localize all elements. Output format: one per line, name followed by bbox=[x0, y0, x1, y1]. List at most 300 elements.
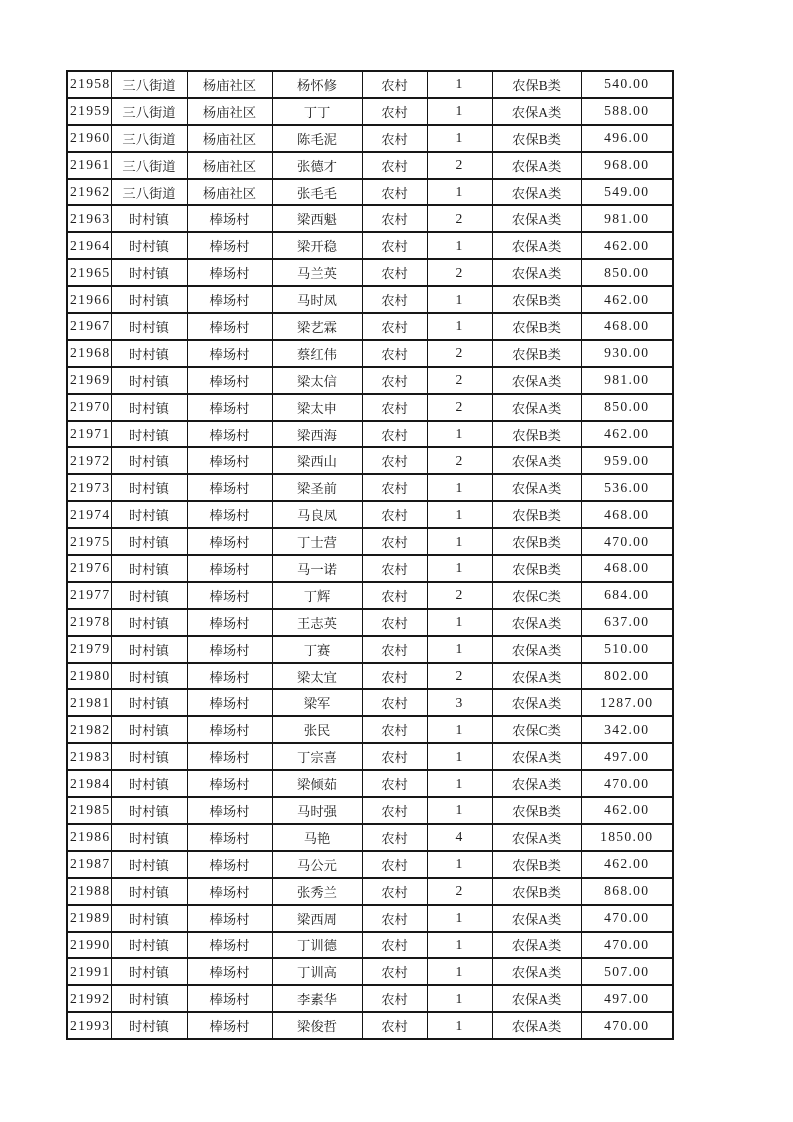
town-cell: 时村镇 bbox=[111, 797, 187, 824]
insurance-category-cell: 农保B类 bbox=[492, 797, 581, 824]
insurance-category-cell: 农保A类 bbox=[492, 447, 581, 474]
person-count-cell: 1 bbox=[427, 958, 492, 985]
record-id-cell: 21978 bbox=[67, 609, 111, 636]
person-name-cell: 梁太信 bbox=[272, 367, 362, 394]
record-id-cell: 21987 bbox=[67, 851, 111, 878]
residence-type-cell: 农村 bbox=[362, 716, 427, 743]
insurance-category-cell: 农保A类 bbox=[492, 636, 581, 663]
residence-type-cell: 农村 bbox=[362, 824, 427, 851]
town-cell: 时村镇 bbox=[111, 932, 187, 959]
residence-type-cell: 农村 bbox=[362, 797, 427, 824]
table-row bbox=[67, 905, 673, 932]
person-name-cell: 张秀兰 bbox=[272, 878, 362, 905]
table-row bbox=[67, 501, 673, 528]
table-row bbox=[67, 636, 673, 663]
insurance-category-cell: 农保B类 bbox=[492, 501, 581, 528]
amount-cell: 470.00 bbox=[581, 932, 673, 959]
town-cell: 时村镇 bbox=[111, 636, 187, 663]
amount-cell: 802.00 bbox=[581, 663, 673, 690]
amount-cell: 470.00 bbox=[581, 1012, 673, 1039]
amount-cell: 850.00 bbox=[581, 394, 673, 421]
town-cell: 时村镇 bbox=[111, 340, 187, 367]
village-cell: 棒场村 bbox=[187, 958, 272, 985]
record-id-cell: 21983 bbox=[67, 743, 111, 770]
insurance-category-cell: 农保A类 bbox=[492, 474, 581, 501]
person-count-cell: 2 bbox=[427, 878, 492, 905]
residence-type-cell: 农村 bbox=[362, 340, 427, 367]
table-row bbox=[67, 932, 673, 959]
person-count-cell: 3 bbox=[427, 689, 492, 716]
person-name-cell: 张德才 bbox=[272, 152, 362, 179]
village-cell: 杨庙社区 bbox=[187, 71, 272, 98]
table-row bbox=[67, 286, 673, 313]
village-cell: 棒场村 bbox=[187, 905, 272, 932]
person-count-cell: 1 bbox=[427, 313, 492, 340]
person-count-cell: 1 bbox=[427, 421, 492, 448]
village-cell: 棒场村 bbox=[187, 394, 272, 421]
residence-type-cell: 农村 bbox=[362, 609, 427, 636]
village-cell: 棒场村 bbox=[187, 501, 272, 528]
residence-type-cell: 农村 bbox=[362, 905, 427, 932]
town-cell: 时村镇 bbox=[111, 394, 187, 421]
village-cell: 棒场村 bbox=[187, 743, 272, 770]
person-name-cell: 梁艺霖 bbox=[272, 313, 362, 340]
amount-cell: 959.00 bbox=[581, 447, 673, 474]
village-cell: 棒场村 bbox=[187, 205, 272, 232]
village-cell: 杨庙社区 bbox=[187, 152, 272, 179]
table-row bbox=[67, 851, 673, 878]
village-cell: 棒场村 bbox=[187, 609, 272, 636]
village-cell: 棒场村 bbox=[187, 582, 272, 609]
amount-cell: 981.00 bbox=[581, 367, 673, 394]
record-id-cell: 21968 bbox=[67, 340, 111, 367]
town-cell: 时村镇 bbox=[111, 501, 187, 528]
record-id-cell: 21967 bbox=[67, 313, 111, 340]
insurance-category-cell: 农保A类 bbox=[492, 1012, 581, 1039]
amount-cell: 462.00 bbox=[581, 851, 673, 878]
amount-cell: 496.00 bbox=[581, 125, 673, 152]
insurance-category-cell: 农保B类 bbox=[492, 71, 581, 98]
table-row bbox=[67, 421, 673, 448]
person-count-cell: 2 bbox=[427, 394, 492, 421]
table-row bbox=[67, 474, 673, 501]
village-cell: 杨庙社区 bbox=[187, 179, 272, 206]
amount-cell: 497.00 bbox=[581, 743, 673, 770]
record-id-cell: 21990 bbox=[67, 932, 111, 959]
town-cell: 三八街道 bbox=[111, 98, 187, 125]
person-count-cell: 2 bbox=[427, 447, 492, 474]
town-cell: 时村镇 bbox=[111, 447, 187, 474]
table-row bbox=[67, 743, 673, 770]
residence-type-cell: 农村 bbox=[362, 582, 427, 609]
amount-cell: 549.00 bbox=[581, 179, 673, 206]
table-row bbox=[67, 958, 673, 985]
town-cell: 时村镇 bbox=[111, 663, 187, 690]
town-cell: 时村镇 bbox=[111, 367, 187, 394]
person-name-cell: 马一诺 bbox=[272, 555, 362, 582]
village-cell: 棒场村 bbox=[187, 770, 272, 797]
village-cell: 棒场村 bbox=[187, 474, 272, 501]
record-id-cell: 21979 bbox=[67, 636, 111, 663]
person-count-cell: 2 bbox=[427, 663, 492, 690]
amount-cell: 470.00 bbox=[581, 770, 673, 797]
village-cell: 棒场村 bbox=[187, 878, 272, 905]
record-id-cell: 21961 bbox=[67, 152, 111, 179]
amount-cell: 462.00 bbox=[581, 797, 673, 824]
table-row bbox=[67, 770, 673, 797]
table-row bbox=[67, 152, 673, 179]
insurance-category-cell: 农保A类 bbox=[492, 932, 581, 959]
residence-type-cell: 农村 bbox=[362, 259, 427, 286]
residence-type-cell: 农村 bbox=[362, 447, 427, 474]
person-name-cell: 丁训德 bbox=[272, 932, 362, 959]
record-id-cell: 21962 bbox=[67, 179, 111, 206]
village-cell: 棒场村 bbox=[187, 367, 272, 394]
person-name-cell: 马兰英 bbox=[272, 259, 362, 286]
village-cell: 棒场村 bbox=[187, 636, 272, 663]
person-name-cell: 梁圣前 bbox=[272, 474, 362, 501]
record-id-cell: 21985 bbox=[67, 797, 111, 824]
person-name-cell: 梁西山 bbox=[272, 447, 362, 474]
record-id-cell: 21959 bbox=[67, 98, 111, 125]
amount-cell: 470.00 bbox=[581, 905, 673, 932]
residence-type-cell: 农村 bbox=[362, 528, 427, 555]
town-cell: 三八街道 bbox=[111, 71, 187, 98]
person-count-cell: 1 bbox=[427, 770, 492, 797]
amount-cell: 981.00 bbox=[581, 205, 673, 232]
residence-type-cell: 农村 bbox=[362, 474, 427, 501]
table-row bbox=[67, 71, 673, 98]
person-count-cell: 1 bbox=[427, 125, 492, 152]
person-name-cell: 梁太申 bbox=[272, 394, 362, 421]
residence-type-cell: 农村 bbox=[362, 71, 427, 98]
insurance-category-cell: 农保A类 bbox=[492, 394, 581, 421]
village-cell: 棒场村 bbox=[187, 797, 272, 824]
person-name-cell: 马时凤 bbox=[272, 286, 362, 313]
table-row bbox=[67, 609, 673, 636]
record-id-cell: 21982 bbox=[67, 716, 111, 743]
record-id-cell: 21974 bbox=[67, 501, 111, 528]
residence-type-cell: 农村 bbox=[362, 205, 427, 232]
residence-type-cell: 农村 bbox=[362, 636, 427, 663]
person-name-cell: 王志英 bbox=[272, 609, 362, 636]
record-id-cell: 21972 bbox=[67, 447, 111, 474]
town-cell: 时村镇 bbox=[111, 878, 187, 905]
insurance-category-cell: 农保A类 bbox=[492, 663, 581, 690]
record-id-cell: 21976 bbox=[67, 555, 111, 582]
residence-type-cell: 农村 bbox=[362, 313, 427, 340]
village-cell: 杨庙社区 bbox=[187, 125, 272, 152]
person-name-cell: 李素华 bbox=[272, 985, 362, 1012]
village-cell: 棒场村 bbox=[187, 313, 272, 340]
residence-type-cell: 农村 bbox=[362, 367, 427, 394]
person-name-cell: 梁军 bbox=[272, 689, 362, 716]
person-count-cell: 4 bbox=[427, 824, 492, 851]
person-count-cell: 1 bbox=[427, 555, 492, 582]
town-cell: 时村镇 bbox=[111, 958, 187, 985]
town-cell: 时村镇 bbox=[111, 313, 187, 340]
insurance-category-cell: 农保A类 bbox=[492, 152, 581, 179]
table-row bbox=[67, 582, 673, 609]
residence-type-cell: 农村 bbox=[362, 421, 427, 448]
table-row bbox=[67, 367, 673, 394]
insurance-category-cell: 农保B类 bbox=[492, 555, 581, 582]
town-cell: 时村镇 bbox=[111, 609, 187, 636]
amount-cell: 342.00 bbox=[581, 716, 673, 743]
table-body bbox=[67, 71, 673, 1039]
person-count-cell: 2 bbox=[427, 259, 492, 286]
person-name-cell: 梁开稳 bbox=[272, 232, 362, 259]
village-cell: 棒场村 bbox=[187, 340, 272, 367]
person-count-cell: 1 bbox=[427, 179, 492, 206]
table-row bbox=[67, 447, 673, 474]
person-count-cell: 1 bbox=[427, 851, 492, 878]
person-name-cell: 丁丁 bbox=[272, 98, 362, 125]
residence-type-cell: 农村 bbox=[362, 394, 427, 421]
person-count-cell: 1 bbox=[427, 797, 492, 824]
insurance-category-cell: 农保A类 bbox=[492, 367, 581, 394]
person-name-cell: 梁倾茹 bbox=[272, 770, 362, 797]
person-name-cell: 梁太宜 bbox=[272, 663, 362, 690]
person-count-cell: 1 bbox=[427, 232, 492, 259]
record-id-cell: 21963 bbox=[67, 205, 111, 232]
record-id-cell: 21986 bbox=[67, 824, 111, 851]
person-count-cell: 1 bbox=[427, 1012, 492, 1039]
person-name-cell: 马良凤 bbox=[272, 501, 362, 528]
residence-type-cell: 农村 bbox=[362, 663, 427, 690]
town-cell: 三八街道 bbox=[111, 179, 187, 206]
town-cell: 时村镇 bbox=[111, 770, 187, 797]
residence-type-cell: 农村 bbox=[362, 743, 427, 770]
record-id-cell: 21981 bbox=[67, 689, 111, 716]
residence-type-cell: 农村 bbox=[362, 125, 427, 152]
insurance-category-cell: 农保A类 bbox=[492, 985, 581, 1012]
record-id-cell: 21966 bbox=[67, 286, 111, 313]
person-name-cell: 马艳 bbox=[272, 824, 362, 851]
village-cell: 杨庙社区 bbox=[187, 98, 272, 125]
village-cell: 棒场村 bbox=[187, 985, 272, 1012]
insurance-category-cell: 农保B类 bbox=[492, 286, 581, 313]
person-count-cell: 2 bbox=[427, 205, 492, 232]
town-cell: 时村镇 bbox=[111, 743, 187, 770]
person-count-cell: 1 bbox=[427, 743, 492, 770]
insurance-category-cell: 农保A类 bbox=[492, 259, 581, 286]
person-count-cell: 1 bbox=[427, 985, 492, 1012]
town-cell: 时村镇 bbox=[111, 689, 187, 716]
town-cell: 时村镇 bbox=[111, 286, 187, 313]
town-cell: 时村镇 bbox=[111, 528, 187, 555]
record-id-cell: 21988 bbox=[67, 878, 111, 905]
person-name-cell: 丁辉 bbox=[272, 582, 362, 609]
village-cell: 棒场村 bbox=[187, 1012, 272, 1039]
table-row bbox=[67, 340, 673, 367]
person-name-cell: 张民 bbox=[272, 716, 362, 743]
benefits-roster-table bbox=[66, 70, 674, 1040]
person-count-cell: 2 bbox=[427, 340, 492, 367]
table-row bbox=[67, 716, 673, 743]
village-cell: 棒场村 bbox=[187, 528, 272, 555]
amount-cell: 1850.00 bbox=[581, 824, 673, 851]
residence-type-cell: 农村 bbox=[362, 179, 427, 206]
residence-type-cell: 农村 bbox=[362, 555, 427, 582]
table-row bbox=[67, 824, 673, 851]
insurance-category-cell: 农保A类 bbox=[492, 205, 581, 232]
table-row bbox=[67, 179, 673, 206]
residence-type-cell: 农村 bbox=[362, 689, 427, 716]
residence-type-cell: 农村 bbox=[362, 932, 427, 959]
table-row bbox=[67, 205, 673, 232]
insurance-category-cell: 农保B类 bbox=[492, 528, 581, 555]
amount-cell: 510.00 bbox=[581, 636, 673, 663]
table-row bbox=[67, 689, 673, 716]
person-name-cell: 梁俊哲 bbox=[272, 1012, 362, 1039]
table-row bbox=[67, 313, 673, 340]
table-row bbox=[67, 232, 673, 259]
table-row bbox=[67, 797, 673, 824]
person-count-cell: 1 bbox=[427, 98, 492, 125]
person-name-cell: 丁士营 bbox=[272, 528, 362, 555]
person-name-cell: 马时强 bbox=[272, 797, 362, 824]
record-id-cell: 21971 bbox=[67, 421, 111, 448]
town-cell: 时村镇 bbox=[111, 555, 187, 582]
village-cell: 棒场村 bbox=[187, 689, 272, 716]
record-id-cell: 21977 bbox=[67, 582, 111, 609]
person-count-cell: 1 bbox=[427, 905, 492, 932]
town-cell: 时村镇 bbox=[111, 905, 187, 932]
record-id-cell: 21958 bbox=[67, 71, 111, 98]
town-cell: 时村镇 bbox=[111, 851, 187, 878]
town-cell: 时村镇 bbox=[111, 421, 187, 448]
amount-cell: 637.00 bbox=[581, 609, 673, 636]
table-row bbox=[67, 985, 673, 1012]
insurance-category-cell: 农保A类 bbox=[492, 232, 581, 259]
town-cell: 三八街道 bbox=[111, 125, 187, 152]
record-id-cell: 21984 bbox=[67, 770, 111, 797]
insurance-category-cell: 农保A类 bbox=[492, 609, 581, 636]
residence-type-cell: 农村 bbox=[362, 286, 427, 313]
amount-cell: 868.00 bbox=[581, 878, 673, 905]
amount-cell: 540.00 bbox=[581, 71, 673, 98]
record-id-cell: 21964 bbox=[67, 232, 111, 259]
table-row bbox=[67, 1012, 673, 1039]
village-cell: 棒场村 bbox=[187, 555, 272, 582]
person-name-cell: 丁训高 bbox=[272, 958, 362, 985]
town-cell: 时村镇 bbox=[111, 205, 187, 232]
amount-cell: 462.00 bbox=[581, 421, 673, 448]
insurance-category-cell: 农保A类 bbox=[492, 743, 581, 770]
amount-cell: 462.00 bbox=[581, 286, 673, 313]
town-cell: 时村镇 bbox=[111, 824, 187, 851]
residence-type-cell: 农村 bbox=[362, 770, 427, 797]
village-cell: 棒场村 bbox=[187, 259, 272, 286]
table-row bbox=[67, 528, 673, 555]
town-cell: 时村镇 bbox=[111, 716, 187, 743]
person-count-cell: 1 bbox=[427, 716, 492, 743]
table-row bbox=[67, 394, 673, 421]
insurance-category-cell: 农保A类 bbox=[492, 824, 581, 851]
amount-cell: 468.00 bbox=[581, 501, 673, 528]
village-cell: 棒场村 bbox=[187, 663, 272, 690]
amount-cell: 968.00 bbox=[581, 152, 673, 179]
person-count-cell: 2 bbox=[427, 367, 492, 394]
residence-type-cell: 农村 bbox=[362, 878, 427, 905]
residence-type-cell: 农村 bbox=[362, 501, 427, 528]
insurance-category-cell: 农保B类 bbox=[492, 421, 581, 448]
person-count-cell: 1 bbox=[427, 501, 492, 528]
amount-cell: 470.00 bbox=[581, 528, 673, 555]
person-count-cell: 1 bbox=[427, 932, 492, 959]
amount-cell: 507.00 bbox=[581, 958, 673, 985]
record-id-cell: 21992 bbox=[67, 985, 111, 1012]
record-id-cell: 21960 bbox=[67, 125, 111, 152]
insurance-category-cell: 农保A类 bbox=[492, 689, 581, 716]
record-id-cell: 21991 bbox=[67, 958, 111, 985]
amount-cell: 536.00 bbox=[581, 474, 673, 501]
residence-type-cell: 农村 bbox=[362, 152, 427, 179]
person-name-cell: 马公元 bbox=[272, 851, 362, 878]
insurance-category-cell: 农保A类 bbox=[492, 905, 581, 932]
insurance-category-cell: 农保C类 bbox=[492, 716, 581, 743]
amount-cell: 497.00 bbox=[581, 985, 673, 1012]
record-id-cell: 21965 bbox=[67, 259, 111, 286]
town-cell: 时村镇 bbox=[111, 582, 187, 609]
residence-type-cell: 农村 bbox=[362, 958, 427, 985]
insurance-category-cell: 农保A类 bbox=[492, 98, 581, 125]
village-cell: 棒场村 bbox=[187, 932, 272, 959]
record-id-cell: 21989 bbox=[67, 905, 111, 932]
person-name-cell: 梁西周 bbox=[272, 905, 362, 932]
table-row bbox=[67, 878, 673, 905]
town-cell: 时村镇 bbox=[111, 232, 187, 259]
residence-type-cell: 农村 bbox=[362, 232, 427, 259]
insurance-category-cell: 农保A类 bbox=[492, 770, 581, 797]
village-cell: 棒场村 bbox=[187, 851, 272, 878]
person-name-cell: 丁赛 bbox=[272, 636, 362, 663]
person-count-cell: 1 bbox=[427, 286, 492, 313]
amount-cell: 850.00 bbox=[581, 259, 673, 286]
village-cell: 棒场村 bbox=[187, 421, 272, 448]
record-id-cell: 21969 bbox=[67, 367, 111, 394]
insurance-category-cell: 农保B类 bbox=[492, 878, 581, 905]
person-count-cell: 1 bbox=[427, 474, 492, 501]
table-row bbox=[67, 125, 673, 152]
person-name-cell: 蔡红伟 bbox=[272, 340, 362, 367]
amount-cell: 462.00 bbox=[581, 232, 673, 259]
person-count-cell: 1 bbox=[427, 71, 492, 98]
insurance-category-cell: 农保B类 bbox=[492, 125, 581, 152]
insurance-category-cell: 农保B类 bbox=[492, 313, 581, 340]
amount-cell: 468.00 bbox=[581, 313, 673, 340]
amount-cell: 468.00 bbox=[581, 555, 673, 582]
table-row bbox=[67, 663, 673, 690]
residence-type-cell: 农村 bbox=[362, 851, 427, 878]
insurance-category-cell: 农保A类 bbox=[492, 958, 581, 985]
record-id-cell: 21980 bbox=[67, 663, 111, 690]
table-row bbox=[67, 259, 673, 286]
person-name-cell: 丁宗喜 bbox=[272, 743, 362, 770]
insurance-category-cell: 农保B类 bbox=[492, 851, 581, 878]
record-id-cell: 21975 bbox=[67, 528, 111, 555]
village-cell: 棒场村 bbox=[187, 716, 272, 743]
record-id-cell: 21970 bbox=[67, 394, 111, 421]
person-name-cell: 张毛毛 bbox=[272, 179, 362, 206]
person-name-cell: 陈毛泥 bbox=[272, 125, 362, 152]
town-cell: 时村镇 bbox=[111, 1012, 187, 1039]
insurance-category-cell: 农保C类 bbox=[492, 582, 581, 609]
person-count-cell: 1 bbox=[427, 609, 492, 636]
town-cell: 时村镇 bbox=[111, 474, 187, 501]
person-name-cell: 梁西海 bbox=[272, 421, 362, 448]
